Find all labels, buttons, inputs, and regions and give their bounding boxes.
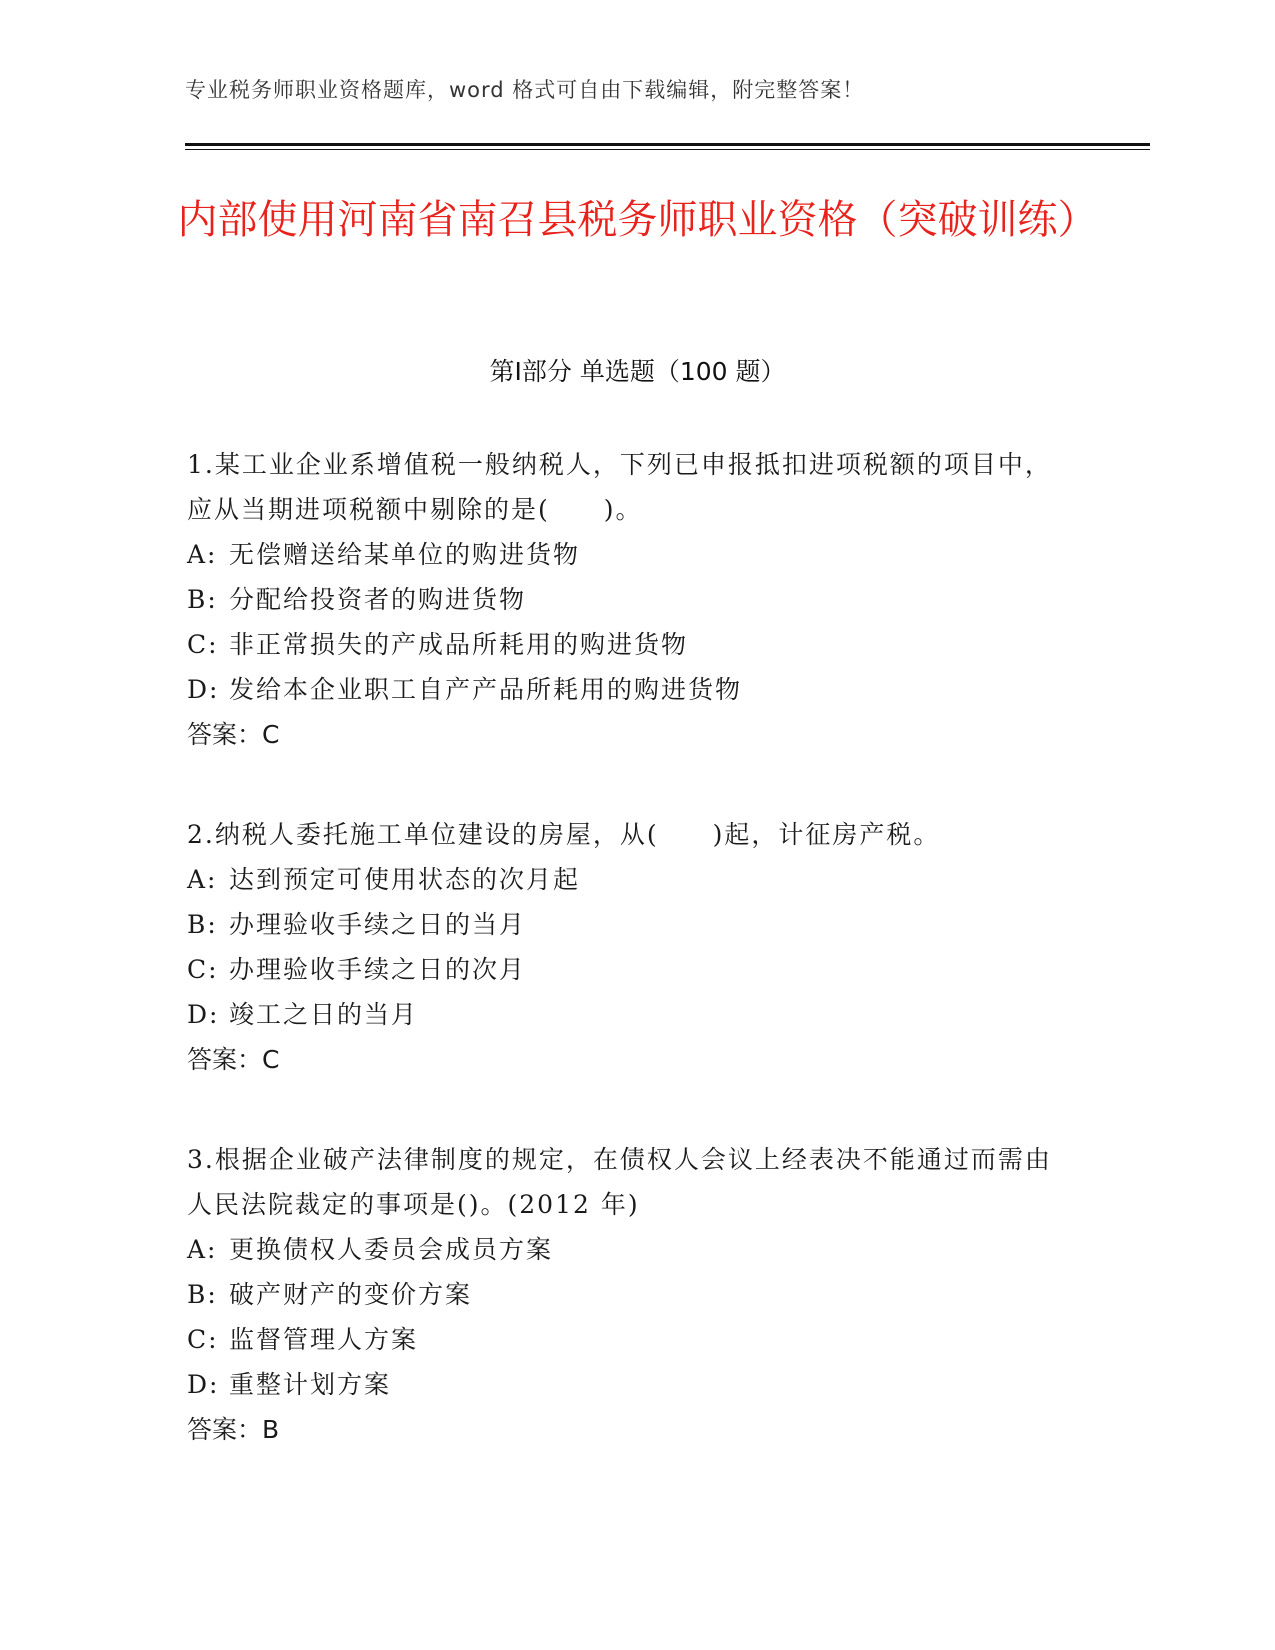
option-c	[187, 622, 1067, 667]
option-text: 达到预定可使用状态的次月起	[229, 865, 581, 894]
answer-line	[187, 1037, 1067, 1082]
option-d	[187, 667, 1067, 712]
answer-value: C	[262, 720, 280, 749]
header-note: 专业税务师职业资格题库，word 格式可自由下载编辑，附完整答案！	[185, 78, 865, 102]
option-a	[187, 857, 1067, 902]
option-key: D:	[187, 675, 220, 704]
option-key: B:	[187, 910, 218, 939]
option-c	[187, 947, 1067, 992]
option-key: A:	[187, 540, 218, 569]
option-key: A:	[187, 865, 218, 894]
option-key: C:	[187, 955, 219, 984]
option-text: 破产财产的变价方案	[229, 1280, 473, 1309]
document-title: 内部使用河南省南召县税务师职业资格（突破训练）	[177, 197, 1098, 243]
option-d	[187, 992, 1067, 1037]
answer-label: 答案：	[187, 1045, 263, 1074]
answer-label: 答案：	[187, 720, 263, 749]
question-stem: 2.纳税人委托施工单位建设的房屋，从( )起，计征房产税。	[187, 820, 941, 849]
question-item	[187, 1137, 1067, 1452]
option-text: 办理验收手续之日的次月	[229, 955, 527, 984]
question-stem: 1.某工业企业系增值税一般纳税人，下列已申报抵扣进项税额的项目中，应从当期进项税额中剔除的是( )。	[187, 450, 1052, 524]
option-key: C:	[187, 630, 219, 659]
option-text: 竣工之日的当月	[229, 1000, 419, 1029]
option-text: 监督管理人方案	[229, 1325, 419, 1354]
question-item	[187, 812, 1067, 1082]
option-text: 非正常损失的产成品所耗用的购进货物	[229, 630, 689, 659]
option-text: 发给本企业职工自产产品所耗用的购进货物	[229, 675, 743, 704]
question-item	[187, 442, 1067, 757]
option-a	[187, 532, 1067, 577]
answer-label: 答案：	[187, 1415, 263, 1444]
option-key: B:	[187, 585, 218, 614]
option-d	[187, 1362, 1067, 1407]
question-stem: 3.根据企业破产法律制度的规定，在债权人会议上经表决不能通过而需由人民法院裁定的事项是()。(2012 年)	[187, 1145, 1052, 1219]
header-rule-thin	[185, 149, 1150, 150]
option-key: C:	[187, 1325, 219, 1354]
option-a	[187, 1227, 1067, 1272]
answer-value: C	[262, 1045, 280, 1074]
option-text: 无偿赠送给某单位的购进货物	[229, 540, 581, 569]
option-key: D:	[187, 1370, 220, 1399]
answer-value: B	[262, 1415, 280, 1444]
option-text: 分配给投资者的购进货物	[229, 585, 527, 614]
option-key: B:	[187, 1280, 218, 1309]
option-b	[187, 1272, 1067, 1317]
option-key: D:	[187, 1000, 220, 1029]
header-rule-thick	[185, 143, 1150, 146]
question-list	[187, 442, 1067, 1507]
answer-line	[187, 1407, 1067, 1452]
section-title: 第Ⅰ部分 单选题（100 题）	[489, 357, 786, 386]
option-text: 重整计划方案	[229, 1370, 392, 1399]
option-key: A:	[187, 1235, 218, 1264]
option-b	[187, 902, 1067, 947]
option-text: 更换债权人委员会成员方案	[229, 1235, 554, 1264]
answer-line	[187, 712, 1067, 757]
option-b	[187, 577, 1067, 622]
option-text: 办理验收手续之日的当月	[229, 910, 527, 939]
option-c	[187, 1317, 1067, 1362]
